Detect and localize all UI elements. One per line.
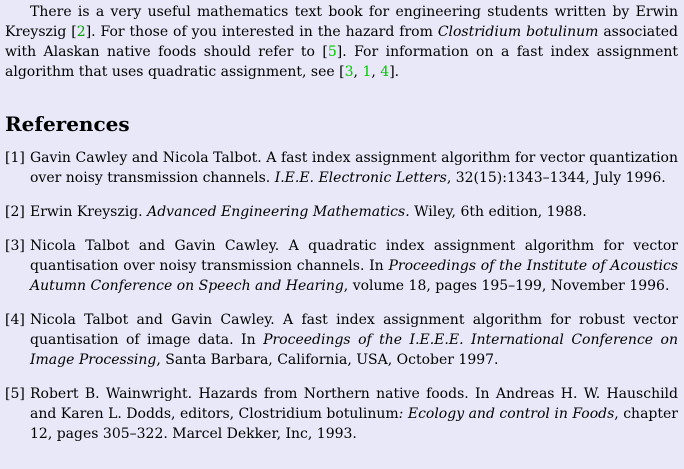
reference-details: , 32(15):1343–1344, July 1996.: [446, 170, 666, 186]
citation-link-cawley-fast[interactable]: 1: [362, 64, 372, 80]
reference-number: [2]: [5, 204, 25, 220]
reference-body: [30, 310, 678, 370]
reference-venue: : Ecology and control in Foods: [398, 406, 615, 422]
reference-item-5: [5, 384, 678, 444]
reference-number: [1]: [5, 150, 25, 166]
reference-authors: Erwin Kreyszig.: [30, 204, 148, 220]
intro-text-3: associated with Alaskan native foods should refer to [: [5, 24, 679, 60]
reference-body: [30, 148, 678, 188]
reference-details: , chapter 12, pages 305–322. Marcel Dekker, Inc, 1993.: [30, 406, 678, 442]
references-heading: References: [5, 112, 130, 136]
reference-body: [30, 384, 678, 444]
reference-item-1: [5, 148, 678, 188]
intro-text-4: ]. For information on a fast index assignment algorithm that uses quadratic assignment, see [: [5, 44, 679, 80]
reference-venue: I.E.E. Electronic Letters: [274, 170, 447, 186]
citation-link-talbot-quadratic[interactable]: 3: [344, 64, 354, 80]
reference-body: [30, 202, 678, 222]
reference-body: [30, 236, 678, 296]
reference-details: Wiley, 6th edition, 1988.: [409, 204, 587, 220]
intro-text-2: ]. For those of you interested in the hazard from: [85, 24, 438, 40]
reference-item-4: [5, 310, 678, 370]
organism-name: Clostridium botulinum: [437, 24, 599, 40]
reference-number: [3]: [5, 238, 25, 254]
reference-venue: Advanced Engineering Mathematics.: [147, 204, 410, 220]
reference-details: , volume 18, pages 195–199, November 1996.: [343, 278, 670, 294]
reference-item-3: [5, 236, 678, 296]
reference-authors: Gavin Cawley and Nicola Talbot. A fast index assignment algorithm for vector quantization over noisy transmission channels.: [30, 150, 678, 186]
reference-details: , Santa Barbara, California, USA, October 1997.: [156, 352, 499, 368]
citation-link-kreyszig[interactable]: 2: [76, 24, 86, 40]
reference-venue: Proceedings of the I.E.E.E. International Conference on Image Processing: [30, 332, 678, 368]
intro-text-5: ].: [389, 64, 400, 80]
reference-authors: Nicola Talbot and Gavin Cawley. A quadratic index assignment algorithm for vector quantisation over noisy transmission channels. In: [30, 238, 678, 274]
reference-number: [5]: [5, 386, 25, 402]
citation-separator: ,: [353, 64, 363, 80]
reference-authors: Robert B. Wainwright. Hazards from Northern native foods. In Andreas H. W. Hauschild and Karen L. Dodds, editors, Clostridium botulinum: [30, 386, 678, 422]
reference-item-2: [5, 202, 678, 222]
intro-paragraph: [5, 2, 678, 82]
reference-number: [4]: [5, 312, 25, 328]
reference-venue: Proceedings of the Institute of Acoustics Autumn Conference on Speech and Hearing: [30, 258, 678, 294]
citation-separator: ,: [371, 64, 381, 80]
reference-authors: Nicola Talbot and Gavin Cawley. A fast index assignment algorithm for robust vector quantisation of image data. In: [30, 312, 678, 348]
citation-link-wainwright[interactable]: 5: [327, 44, 337, 60]
intro-text-1: There is a very useful mathematics text book for engineering students written by Erwin Kreyszig [: [5, 4, 678, 40]
citation-link-talbot-robust[interactable]: 4: [380, 64, 390, 80]
